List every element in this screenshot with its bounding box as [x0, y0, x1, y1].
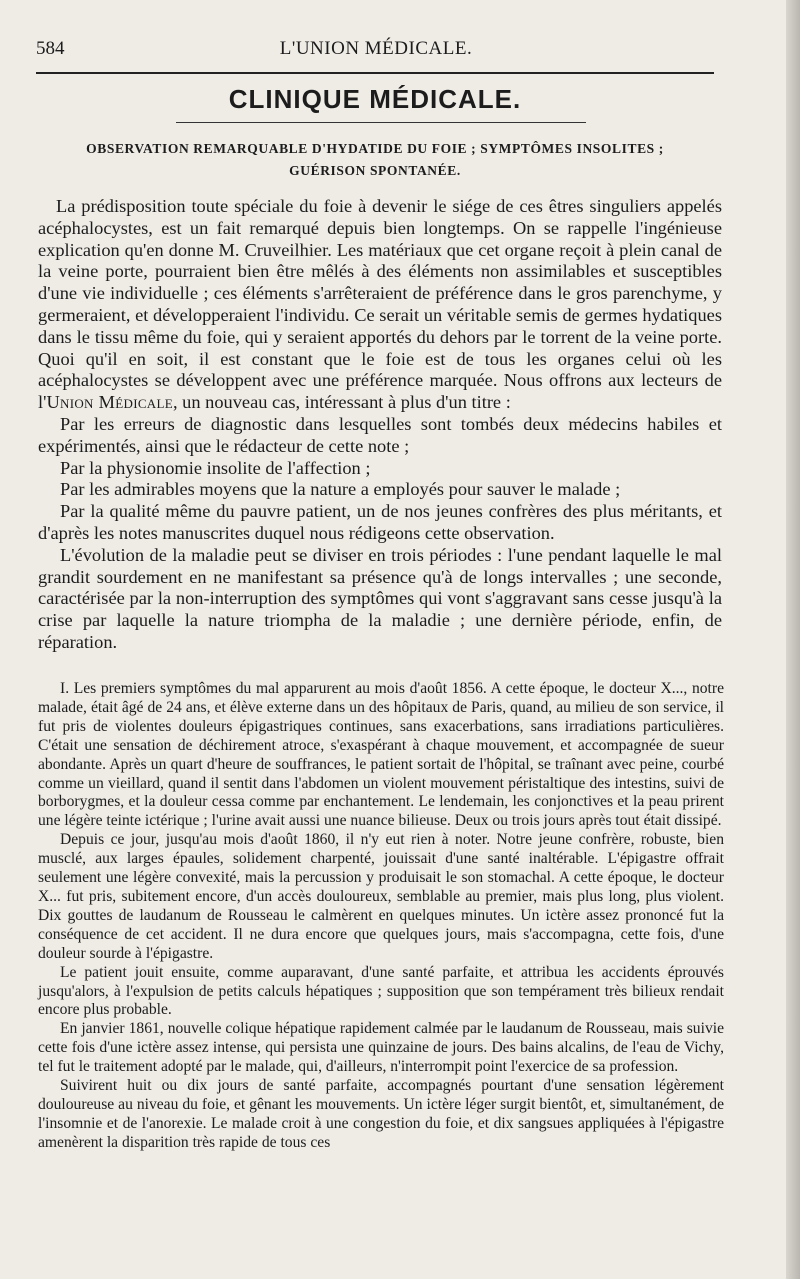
intro-paragraph: L'évolution de la maladie peut se diviser en trois périodes : l'une pendant laquelle le mal grandit sourdement en ne manifestant sa présence qu'à de longs intervalles ; une seconde, caractérisée par la non-interruption des symptômes qui vont s'aggravant sans cesse jusqu'à la crise par laquelle la nature triompha de la maladie ; une dernière période, enfin, de réparation. — [38, 544, 722, 652]
intro-paragraph — [38, 196, 722, 414]
intro-paragraph: Par les erreurs de diagnostic dans lesquelles sont tombés deux médecins habiles et expérimentés, ainsi que le rédacteur de cette note ; — [38, 413, 722, 456]
page-number: 584 — [36, 38, 65, 59]
intro-paragraph: Par la physionomie insolite de l'affection ; — [60, 457, 371, 478]
page-header — [36, 38, 716, 64]
case-paragraph: En janvier 1861, nouvelle colique hépatique rapidement calmée par le laudanum de Rousseau, mais suivie cette fois d'une ictère assez intense, qui persista une quinzaine de jours. Des bains alcalins, de l'eau de Vichy, tel fut le traitement adopté par le malade, qui, d'ailleurs, n'interrompit point l'exercice de sa profession. — [38, 1020, 724, 1076]
section-title: CLINIQUE MÉDICALE. — [228, 84, 522, 114]
intro-paragraph: Par la qualité même du pauvre patient, un de nos jeunes confrères des plus méritants, et d'après les notes manuscrites duquel nous rédigeons cette observation. — [38, 501, 722, 543]
case-paragraph: I. Les premiers symptômes du mal apparurent au mois d'août 1856. A cette époque, le docteur X..., notre malade, était âgé de 24 ans, et élève externe dans un des hôpitaux de Paris, quand, au milieu de son service, il fut pris de violentes douleurs épigastriques continues, sans exacerbations, sans irradiations particulières. C'était une sensation de déchirement atroce, s'exaspérant à chaque mouvement, et accompagnée de sueur abondante. Après un quart d'heure de souffrances, le patient sortait de l'hôpital, se traînant avec peine, courbé comme un vieillard, quand il sentit dans l'abdomen un violent mouvement péristaltique des intestins, suivi de borborygmes, et la douleur cessa comme par enchantement. Le lendemain, les conjonctives et la peau prirent une légère teinte ictérique ; l'urine avait aussi une nuance bilieuse. Deux ou trois jours après tout était dissipé. — [38, 680, 724, 830]
intro-paragraph-text: La prédisposition toute spéciale du foie à devenir le siége de ces êtres singuliers appelés acéphalocystes, est un fait remarqué depuis bien longtemps. On se rappelle l'ingénieuse explication qu'en donne M. Cruveilhier. Les matériaux que cet organe reçoit à plein canal de la veine porte, pourraient bien être mêlés à des éléments non assimilables et susceptibles d'une vie individuelle ; ces éléments s'arrêteraient de préférence dans le gros parenchyme, y germeraient, et développeraient l'individu. Ce serait un véritable semis de germes hydatiques dans le tissu même du foie, qui y seraient apportés du dehors par le torrent de la veine porte. Quoi qu'il en soit, il est constant que le foie est de tous les organes celui où les acéphalocystes se développent avec une préférence marquée. Nous offrons aux lecteurs de l' — [38, 196, 722, 413]
subtitle-line-1: OBSERVATION REMARQUABLE D'HYDATIDE DU FOIE ; SYMPTÔMES INSOLITES ; — [86, 141, 664, 156]
title-rule — [176, 122, 586, 123]
intro-paragraph-text-end: , un nouveau cas, intéressant à plus d'un titre : — [172, 392, 511, 413]
journal-name: Union Médicale — [46, 392, 173, 413]
page-edge-shadow — [786, 0, 800, 1279]
running-title: L'UNION MÉDICALE. — [279, 38, 473, 59]
case-paragraph: Suivirent huit ou dix jours de santé parfaite, accompagnés pourtant d'une sensation légèrement douloureuse au niveau du foie, et gênant les mouvements. Un ictère léger surgit bientôt, et, simultanément, de l'insomnie et de l'anorexie. Le malade croit à une congestion du foie, et dix sangsues appliquées à l'épigastre amenèrent la disparition très rapide de tous ces — [38, 1077, 724, 1151]
intro-text — [38, 196, 722, 654]
subtitle-line-2: GUÉRISON SPONTANÉE. — [289, 163, 461, 178]
case-paragraph: Le patient jouit ensuite, comme auparavant, d'une santé parfaite, et attribua les accidents éprouvés jusqu'alors, à l'expulsion de petits calculs hépatiques ; supposition que son tempérament très bilieux rendait encore plus probable. — [38, 963, 724, 1019]
intro-paragraph: Par les admirables moyens que la nature a employés pour sauver le malade ; — [60, 479, 621, 500]
case-paragraph: Depuis ce jour, jusqu'au mois d'août 1860, il n'y eut rien à noter. Notre jeune confrère, robuste, bien musclé, aux larges épaules, solidement charpenté, jouissait d'une santé inaltérable. L'épigastre offrait seulement une légère convexité, mais la percussion y produisait le son stomachal. A cette époque, le docteur X... fut pris, subitement encore, d'un accès douloureux, semblable au premier, mais plus long, plus violent. Dix gouttes de laudanum de Rousseau le calmèrent en quelques minutes. Un ictère assez prononcé fut la conséquence de cet accident. Il ne dura encore que quelques jours, mais s'accompagna, cette fois, d'une douleur sourde à l'épigastre. — [38, 831, 724, 962]
case-text — [38, 680, 724, 1153]
header-rule — [36, 72, 714, 74]
article-subtitle — [40, 138, 710, 182]
